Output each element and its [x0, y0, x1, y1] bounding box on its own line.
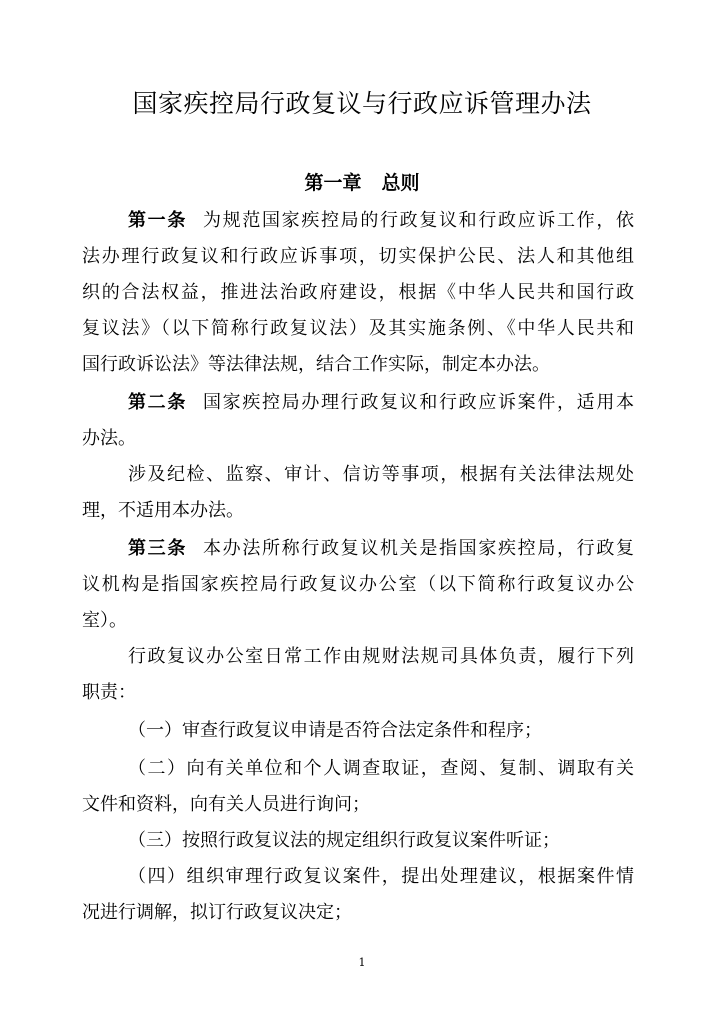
article-2-para2-line-2: 理，不适用本办法。 — [82, 500, 244, 521]
list-item-2-line-1: （二）向有关单位和个人调查取证，查阅、复制、调取有关 — [128, 758, 634, 779]
list-item-4-line-2: 况进行调解，拟订行政复议决定； — [82, 902, 352, 923]
article-1-line-3: 织的合法权益，推进法治政府建设，根据《中华人民共和国行政 — [82, 282, 634, 303]
article-1-line-1: 第一条 为规范国家疾控局的行政复议和行政应诉工作，依 — [128, 210, 634, 231]
page-number: 1 — [358, 956, 366, 969]
article-2-line-1: 第二条 国家疾控局办理行政复议和行政应诉案件，适用本 — [128, 392, 634, 413]
article-3-line-1: 第三条 本办法所称行政复议机关是指国家疾控局，行政复 — [128, 538, 634, 559]
list-item-4-line-1: （四）组织审理行政复议案件，提出处理建议，根据案件情 — [128, 866, 634, 887]
chapter-number: 第一章 — [304, 172, 362, 194]
article-2-label: 第二条 — [128, 392, 187, 413]
article-3-line-3: 室）。 — [82, 610, 127, 631]
list-item-2-line-2: 文件和资料，向有关人员进行询问； — [82, 794, 370, 815]
article-3-para2-line-1: 行政复议办公室日常工作由规财法规司具体负责，履行下列 — [128, 646, 634, 667]
chapter-name: 总则 — [381, 172, 420, 194]
document-title: 国家疾控局行政复议与行政应诉管理办法 — [132, 89, 592, 118]
article-2-para2-line-1: 涉及纪检、监察、审计、信访等事项，根据有关法律法规处 — [128, 464, 634, 485]
article-1-line-4: 复议法》（以下简称行政复议法）及其实施条例、《中华人民共和 — [82, 318, 634, 339]
article-3-para2-line-2: 职责： — [82, 682, 136, 703]
article-3-line-2: 议机构是指国家疾控局行政复议办公室（以下简称行政复议办公 — [82, 574, 634, 595]
article-1-line-2: 法办理行政复议和行政应诉事项，切实保护公民、法人和其他组 — [82, 246, 634, 267]
article-3-label: 第三条 — [128, 538, 187, 559]
list-item-3-line-1: （三）按照行政复议法的规定组织行政复议案件听证； — [128, 830, 560, 851]
chapter-heading — [0, 168, 724, 198]
article-1-line-5: 国行政诉讼法》等法律法规，结合工作实际，制定本办法。 — [82, 354, 550, 375]
article-1-label: 第一条 — [128, 210, 187, 231]
article-2-line-2: 办法。 — [82, 428, 136, 449]
list-item-1-line-1: （一）审查行政复议申请是否符合法定条件和程序； — [128, 720, 542, 741]
